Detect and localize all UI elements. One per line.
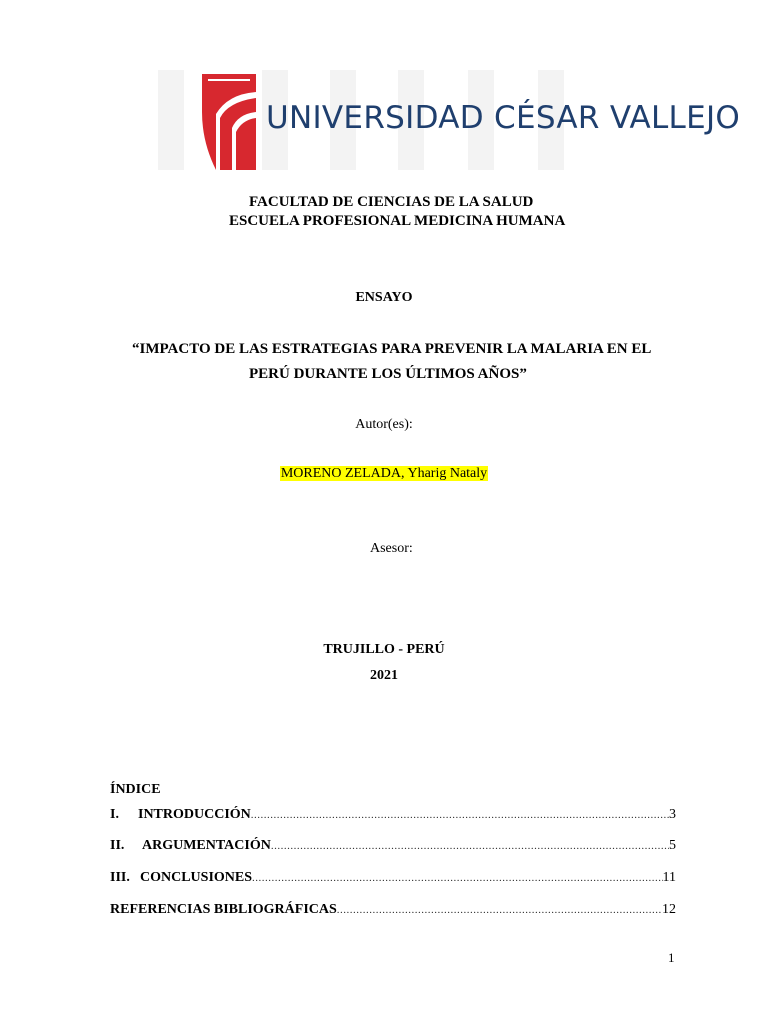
toc-heading: ÍNDICE [110,782,161,797]
toc-entry-title: ARGUMENTACIÓN [142,838,271,853]
author-name: MORENO ZELADA, Yharig Nataly [280,466,488,481]
toc-leader-dots [337,904,662,916]
shield-logo-icon [198,72,260,170]
faculty-name: FACULTAD DE CIENCIAS DE LA SALUD [249,194,534,210]
toc-entry-number: I. [110,807,119,822]
toc-entry-title: CONCLUSIONES [140,870,253,885]
toc-leader-dots [271,840,669,852]
authors-label: Autor(es): [355,417,413,432]
toc-leader-dots [251,809,669,821]
advisor-label: Asesor: [370,541,413,556]
essay-title-line-1: “IMPACTO DE LAS ESTRATEGIAS PARA PREVENIR LA MALARIA EN EL [132,341,652,357]
toc-entry-number: III. [110,870,130,885]
toc-entry[interactable] [110,838,676,858]
logo-wordmark: UNIVERSIDAD CÉSAR VALLEJO [266,100,741,136]
toc-entry-title: REFERENCIAS BIBLIOGRÁFICAS [110,902,337,917]
toc-entry[interactable] [110,902,676,922]
author-line [0,466,768,482]
toc-entry-title: INTRODUCCIÓN [138,807,251,822]
essay-title-line-2: PERÚ DURANTE LOS ÚLTIMOS AÑOS” [249,366,527,382]
toc-entry-page: 5 [669,838,676,853]
toc-leader-dots [252,872,662,884]
location: TRUJILLO - PERÚ [323,642,445,657]
toc-entry[interactable] [110,807,676,827]
toc-entry-page: 3 [669,807,676,822]
school-name: ESCUELA PROFESIONAL MEDICINA HUMANA [229,213,566,229]
toc-entry-page: 11 [662,870,676,885]
university-logo [150,62,741,178]
page-number: 1 [668,950,675,965]
toc-entry[interactable] [110,870,676,890]
document-type: ENSAYO [355,290,413,305]
toc-entry-page: 12 [662,902,676,917]
year: 2021 [370,668,398,683]
toc-entry-number: II. [110,838,125,853]
